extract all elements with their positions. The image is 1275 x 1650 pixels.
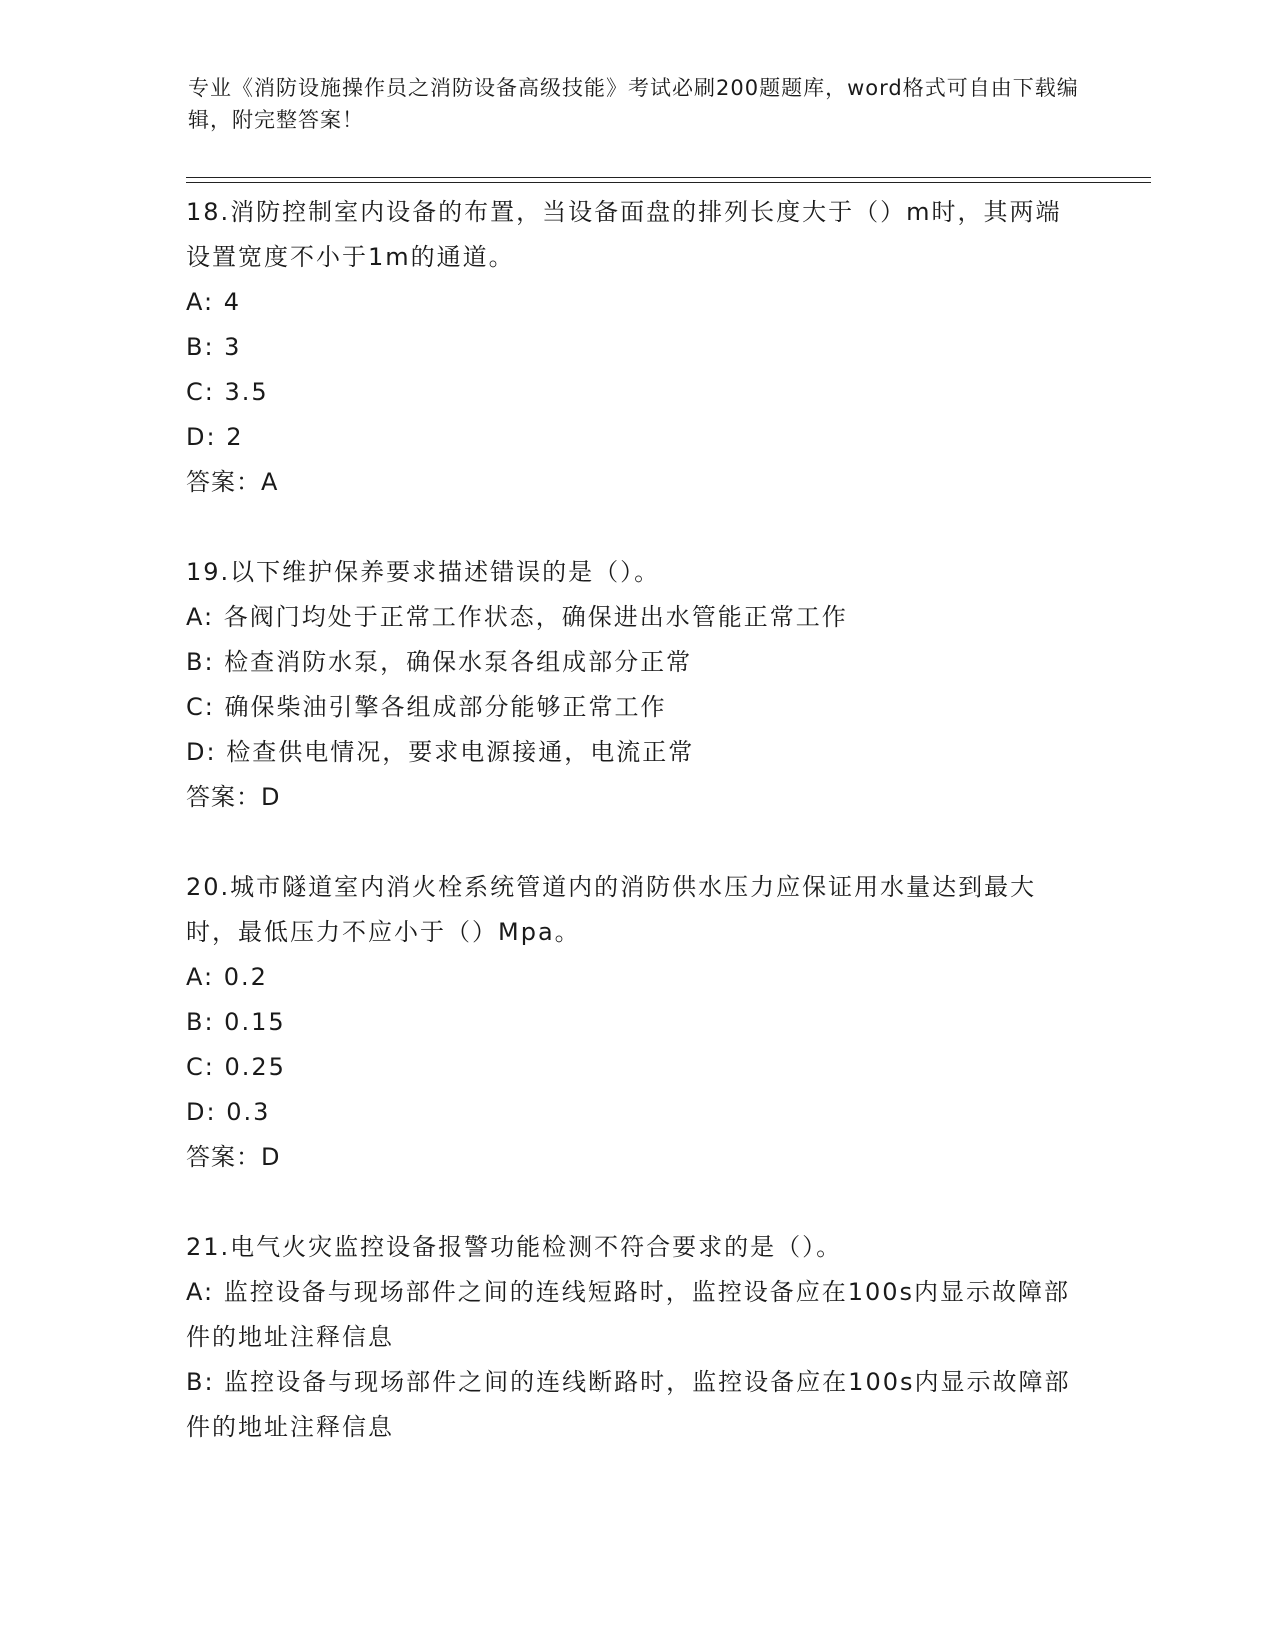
option-a: A: 各阀门均处于正常工作状态，确保进出水管能正常工作: [186, 603, 848, 631]
document-header: [188, 72, 1088, 136]
answer-text: 答案：D: [186, 1143, 281, 1171]
question-stem: 20.城市隧道室内消火栓系统管道内的消防供水压力应保证用水量达到最大时，最低压力不应小于（）Mpa。: [186, 873, 1037, 946]
option-a: A: 0.2: [186, 963, 268, 991]
question-stem: 19.以下维护保养要求描述错误的是（）。: [186, 558, 661, 586]
question-21: [186, 1225, 1086, 1450]
question-list: [186, 190, 1086, 1495]
question-19: [186, 550, 1086, 820]
option-b: B: 检查消防水泵，确保水泵各组成部分正常: [186, 648, 693, 676]
option-d: D: 检查供电情况，要求电源接通，电流正常: [186, 738, 695, 766]
answer-text: 答案：D: [186, 783, 281, 811]
answer-text: 答案：A: [186, 468, 279, 496]
question-18: [186, 190, 1086, 505]
option-b: B: 0.15: [186, 1008, 286, 1036]
option-a: A: 4: [186, 288, 241, 316]
question-20: [186, 865, 1086, 1180]
option-c: C: 3.5: [186, 378, 269, 406]
header-text: 专业《消防设施操作员之消防设备高级技能》考试必刷200题题库，word格式可自由下载编辑，附完整答案！: [188, 76, 1079, 132]
header-divider: [186, 177, 1151, 183]
option-c: C: 0.25: [186, 1053, 286, 1081]
option-b: B: 3: [186, 333, 242, 361]
question-stem: 18.消防控制室内设备的布置，当设备面盘的排列长度大于（）m时，其两端设置宽度不小于1m的通道。: [186, 198, 1062, 271]
option-d: D: 2: [186, 423, 244, 451]
option-a: A: 监控设备与现场部件之间的连线短路时，监控设备应在100s内显示故障部件的地址注释信息: [186, 1278, 1071, 1351]
option-d: D: 0.3: [186, 1098, 271, 1126]
question-stem: 21.电气火灾监控设备报警功能检测不符合要求的是（）。: [186, 1233, 843, 1261]
option-b: B: 监控设备与现场部件之间的连线断路时，监控设备应在100s内显示故障部件的地址注释信息: [186, 1368, 1071, 1441]
option-c: C: 确保柴油引擎各组成部分能够正常工作: [186, 693, 667, 721]
